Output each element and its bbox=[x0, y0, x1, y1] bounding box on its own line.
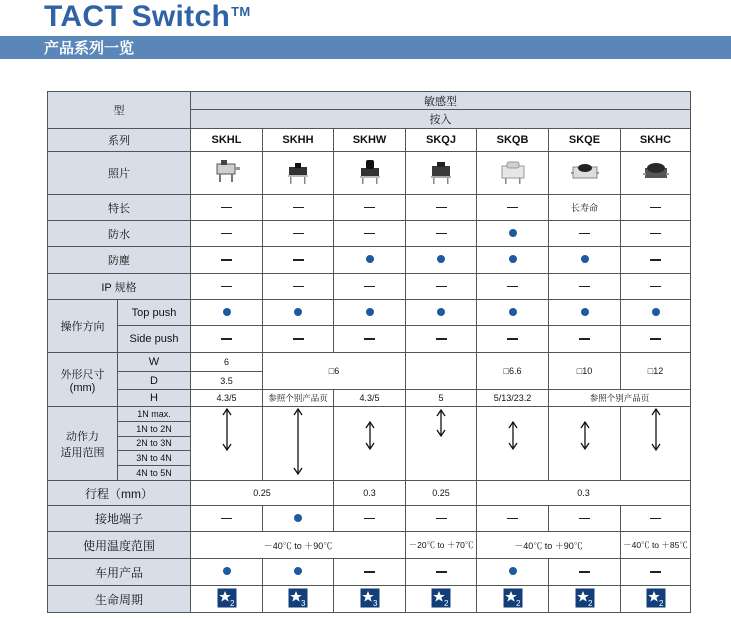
cell-dot bbox=[406, 300, 477, 326]
force-level-4: 3N to 4N bbox=[118, 451, 191, 466]
series-label: 系列 bbox=[48, 129, 191, 152]
photo-skhw bbox=[334, 152, 406, 195]
section-subtitle: 产品系列一览 bbox=[44, 40, 135, 57]
cell-dash bbox=[549, 274, 621, 300]
cell-dash bbox=[477, 195, 549, 221]
cell-dot bbox=[477, 247, 549, 274]
force-level-2: 1N to 2N bbox=[118, 421, 191, 436]
h-skhw: 4.3/5 bbox=[334, 390, 406, 407]
cell-dash bbox=[334, 195, 406, 221]
h-skqj: 5 bbox=[406, 390, 477, 407]
h-skhl: 4.3/5 bbox=[191, 390, 263, 407]
cell-dash bbox=[334, 326, 406, 353]
svg-text:2: 2 bbox=[444, 598, 449, 608]
cell-dot bbox=[334, 300, 406, 326]
series-skqe: SKQE bbox=[549, 129, 621, 152]
cell-dash bbox=[549, 326, 621, 353]
h-skhh: 参照个别产品页 bbox=[263, 390, 334, 407]
cell-dash bbox=[334, 559, 406, 586]
cell-dash bbox=[621, 195, 691, 221]
auto-label: 车用产品 bbox=[48, 559, 191, 586]
cell-dash bbox=[263, 195, 334, 221]
cell-dot bbox=[334, 247, 406, 274]
series-skhl: SKHL bbox=[191, 129, 263, 152]
travel-skhw: 0.3 bbox=[334, 481, 406, 506]
cell-dash bbox=[406, 559, 477, 586]
series-skqj: SKQJ bbox=[406, 129, 477, 152]
series-skhw: SKHW bbox=[334, 129, 406, 152]
cell-blank bbox=[406, 353, 477, 390]
temp-range-3: －40℃ to ＋90℃ bbox=[477, 532, 621, 559]
photo-skhl bbox=[191, 152, 263, 195]
w-label: W bbox=[118, 353, 191, 372]
travel-label: 行程（mm） bbox=[48, 481, 191, 506]
cell-dash bbox=[549, 221, 621, 247]
cell-dot bbox=[406, 247, 477, 274]
lifecycle-icon bbox=[263, 586, 334, 613]
cell-dash bbox=[621, 506, 691, 532]
series-skhc: SKHC bbox=[621, 129, 691, 152]
cell-dash bbox=[477, 274, 549, 300]
photo-skqe bbox=[549, 152, 621, 195]
cell-dash bbox=[263, 247, 334, 274]
size-label: 外形尺寸 (mm) bbox=[48, 353, 118, 407]
travel-skqj: 0.25 bbox=[406, 481, 477, 506]
cell-dot bbox=[477, 300, 549, 326]
cell-dash bbox=[549, 506, 621, 532]
cell-dot bbox=[477, 221, 549, 247]
photo-label: 照片 bbox=[48, 152, 191, 195]
h-skqb: 5/13/23.2 bbox=[477, 390, 549, 407]
cell-dash bbox=[191, 195, 263, 221]
cell-dot bbox=[549, 300, 621, 326]
type-value: 敏感型 bbox=[191, 92, 691, 110]
photo-skhh bbox=[263, 152, 334, 195]
force-skhl bbox=[191, 407, 263, 481]
skhl-d: 3.5 bbox=[191, 372, 263, 390]
cell-dash bbox=[263, 274, 334, 300]
top-push-label: Top push bbox=[118, 300, 191, 326]
force-skhh bbox=[263, 407, 334, 481]
photo-skqj bbox=[406, 152, 477, 195]
cell-dash bbox=[477, 326, 549, 353]
cell-dash bbox=[406, 326, 477, 353]
svg-text:2: 2 bbox=[515, 598, 520, 608]
force-skqj bbox=[406, 407, 477, 481]
cell-dash bbox=[621, 326, 691, 353]
cell-dot bbox=[191, 559, 263, 586]
svg-text:2: 2 bbox=[658, 598, 663, 608]
cell-dash bbox=[191, 221, 263, 247]
svg-text:2: 2 bbox=[229, 598, 234, 608]
series-skhh: SKHH bbox=[263, 129, 334, 152]
h-skqe-skhc: 参照个别产品页 bbox=[549, 390, 691, 407]
lifecycle-icon bbox=[621, 586, 691, 613]
cell-dot bbox=[477, 559, 549, 586]
product-series-table bbox=[47, 91, 691, 613]
series-skqb: SKQB bbox=[477, 129, 549, 152]
force-label: 动作力 适用范围 bbox=[48, 407, 118, 481]
cell-dash bbox=[621, 247, 691, 274]
svg-text:3: 3 bbox=[372, 598, 377, 608]
svg-text:2: 2 bbox=[587, 598, 592, 608]
cell-dash bbox=[191, 247, 263, 274]
temp-range-1: －40℃ to ＋90℃ bbox=[191, 532, 406, 559]
cell-dash bbox=[477, 506, 549, 532]
force-skhc bbox=[621, 407, 691, 481]
cell-dash bbox=[191, 274, 263, 300]
force-level-5: 4N to 5N bbox=[118, 466, 191, 481]
cell-dash bbox=[549, 559, 621, 586]
ground-label: 接地端子 bbox=[48, 506, 191, 532]
cell-dash bbox=[191, 506, 263, 532]
lifecycle-icon bbox=[191, 586, 263, 613]
cell-dot bbox=[621, 300, 691, 326]
cell-dot bbox=[549, 247, 621, 274]
size-sq12: □12 bbox=[621, 353, 691, 390]
photo-skqb bbox=[477, 152, 549, 195]
cell-dash bbox=[406, 506, 477, 532]
cell-dash bbox=[263, 326, 334, 353]
force-level-3: 2N to 3N bbox=[118, 436, 191, 451]
type-label: 型 bbox=[48, 92, 191, 129]
side-push-label: Side push bbox=[118, 326, 191, 353]
force-skqb bbox=[477, 407, 549, 481]
lifecycle-icon bbox=[477, 586, 549, 613]
skhl-w: 6 bbox=[191, 353, 263, 372]
size-sq10: □10 bbox=[549, 353, 621, 390]
temp-label: 使用温度范围 bbox=[48, 532, 191, 559]
size-sq6: □6 bbox=[263, 353, 406, 390]
lifecycle-label: 生命周期 bbox=[48, 586, 191, 613]
force-level-1: 1N max. bbox=[118, 407, 191, 422]
force-skqe bbox=[549, 407, 621, 481]
section-bar bbox=[0, 36, 731, 59]
cell-dash bbox=[621, 221, 691, 247]
feature-label: 特长 bbox=[48, 195, 191, 221]
cell-dash bbox=[334, 274, 406, 300]
cell-dash bbox=[621, 274, 691, 300]
dustproof-label: 防塵 bbox=[48, 247, 191, 274]
cell-dash bbox=[406, 195, 477, 221]
temp-range-2: －20℃ to ＋70℃ bbox=[406, 532, 477, 559]
ip-label: IP 规格 bbox=[48, 274, 191, 300]
lifecycle-icon bbox=[549, 586, 621, 613]
lifecycle-icon bbox=[334, 586, 406, 613]
direction-label: 操作方向 bbox=[48, 300, 118, 353]
size-sq66: □6.6 bbox=[477, 353, 549, 390]
cell-dash bbox=[191, 326, 263, 353]
page-title: TACT Switch™ bbox=[44, 0, 251, 33]
h-label: H bbox=[118, 390, 191, 407]
travel-skqb-skhc: 0.3 bbox=[477, 481, 691, 506]
lifecycle-icon bbox=[406, 586, 477, 613]
cell-dot bbox=[263, 559, 334, 586]
cell-dash bbox=[334, 506, 406, 532]
cell-dot bbox=[263, 506, 334, 532]
cell-dot bbox=[263, 300, 334, 326]
cell-dash bbox=[406, 221, 477, 247]
feature-skqe: 长寿命 bbox=[549, 195, 621, 221]
cell-dash bbox=[406, 274, 477, 300]
travel-skhl-skhh: 0.25 bbox=[191, 481, 334, 506]
subtype-value: 按入 bbox=[191, 110, 691, 129]
cell-dot bbox=[191, 300, 263, 326]
force-skhw bbox=[334, 407, 406, 481]
svg-text:3: 3 bbox=[301, 598, 306, 608]
photo-skhc bbox=[621, 152, 691, 195]
cell-dash bbox=[334, 221, 406, 247]
cell-dash bbox=[263, 221, 334, 247]
temp-range-4: －40℃ to ＋85℃ bbox=[621, 532, 691, 559]
cell-dash bbox=[621, 559, 691, 586]
d-label: D bbox=[118, 372, 191, 390]
waterproof-label: 防水 bbox=[48, 221, 191, 247]
